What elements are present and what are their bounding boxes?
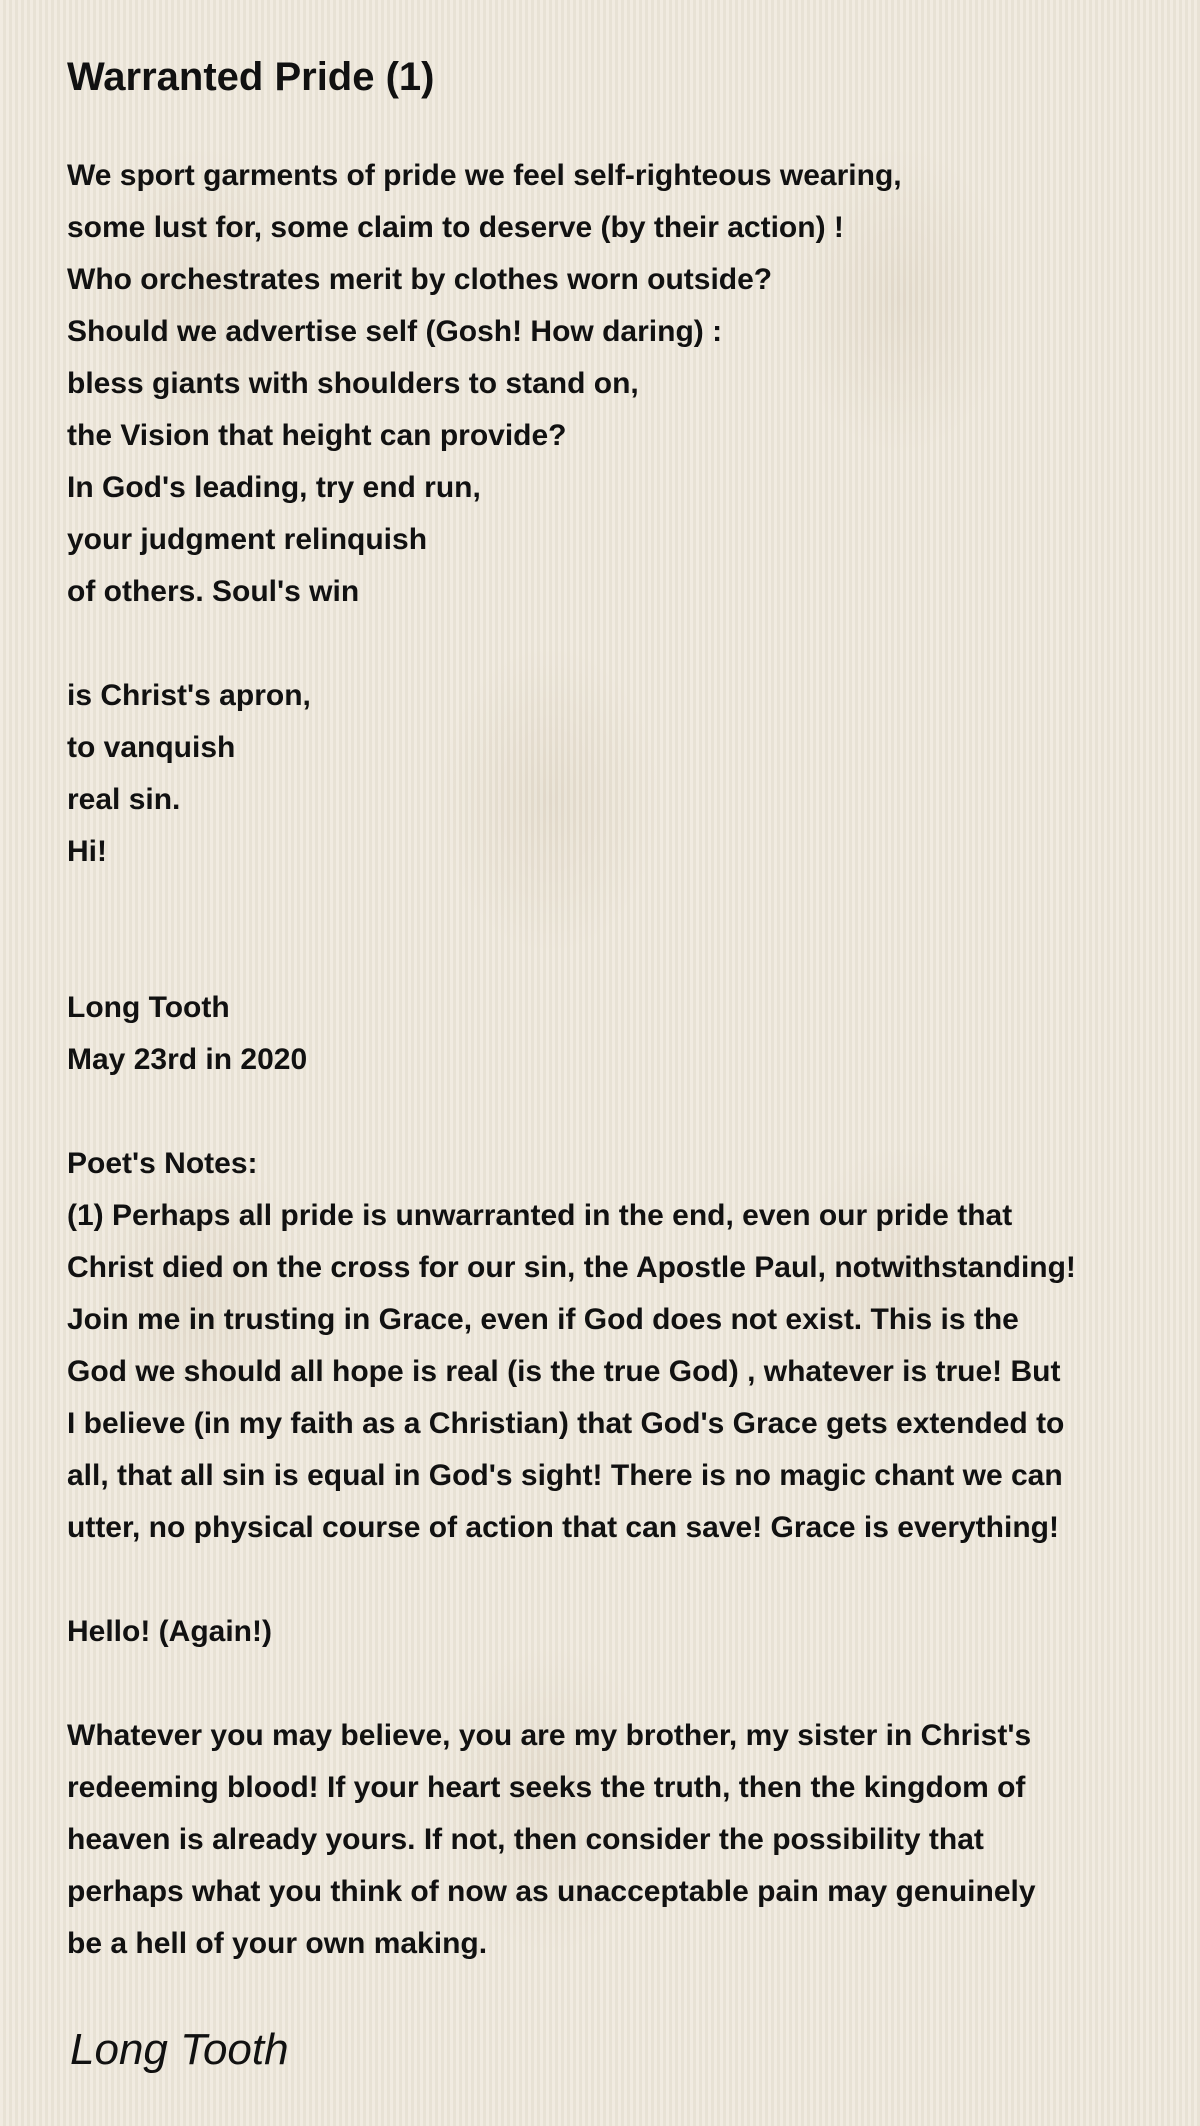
- poem-line: In God's leading, try end run,: [67, 471, 481, 504]
- stanza-break: [67, 878, 1167, 930]
- poem-line: We sport garments of pride we feel self-righteous wearing,: [67, 159, 902, 192]
- notes-line: heaven is already yours. If not, then consider the possibility that: [67, 1823, 984, 1856]
- notes-line: Whatever you may believe, you are my brother, my sister in Christ's: [67, 1719, 1032, 1752]
- notes-line: redeeming blood! If your heart seeks the truth, then the kingdom of: [67, 1771, 1026, 1804]
- poem-line: some lust for, some claim to deserve (by their action) !: [67, 211, 844, 244]
- poem-line: your judgment relinquish: [67, 523, 428, 556]
- notes-line: I believe (in my faith as a Christian) that God's Grace gets extended to: [67, 1407, 1065, 1440]
- poem-line: Who orchestrates merit by clothes worn outside?: [67, 263, 773, 296]
- poem-date: May 23rd in 2020: [67, 1043, 308, 1076]
- notes-line: all, that all sin is equal in God's sight! There is no magic chant we can: [67, 1459, 1063, 1492]
- notes-line: (1) Perhaps all pride is unwarranted in the end, even our pride that: [67, 1199, 1013, 1232]
- notes-greeting: Hello! (Again!): [67, 1615, 272, 1648]
- poem-line: of others. Soul's win: [67, 575, 360, 608]
- poem-author: Long Tooth: [67, 991, 230, 1024]
- notes-heading: Poet's Notes:: [67, 1147, 258, 1180]
- notes-line: God we should all hope is real (is the true God) , whatever is true! But: [67, 1355, 1061, 1388]
- notes-line: Christ died on the cross for our sin, the Apostle Paul, notwithstanding!: [67, 1251, 1076, 1284]
- poem-line: real sin.: [67, 783, 181, 816]
- author-signature: Long Tooth: [70, 2025, 289, 2074]
- poem-line: bless giants with shoulders to stand on,: [67, 367, 639, 400]
- poem-line: to vanquish: [67, 731, 236, 764]
- stanza-break: [67, 930, 1167, 982]
- stanza-break: [67, 618, 1167, 670]
- poem-title: Warranted Pride (1): [67, 55, 435, 99]
- section-break: [67, 1086, 1167, 1138]
- notes-line: be a hell of your own making.: [67, 1927, 488, 1960]
- paragraph-break: [67, 1658, 1167, 1710]
- poem-line: Hi!: [67, 835, 107, 868]
- notes-line: perhaps what you think of now as unacceptable pain may genuinely: [67, 1875, 1036, 1908]
- poem-line: is Christ's apron,: [67, 679, 311, 712]
- notes-line: Join me in trusting in Grace, even if God does not exist. This is the: [67, 1303, 1019, 1336]
- paragraph-break: [67, 1554, 1167, 1606]
- poem-body: [67, 150, 1167, 1970]
- poem-line: the Vision that height can provide?: [67, 419, 567, 452]
- poem-line: Should we advertise self (Gosh! How daring) :: [67, 315, 723, 348]
- notes-line: utter, no physical course of action that can save! Grace is everything!: [67, 1511, 1059, 1544]
